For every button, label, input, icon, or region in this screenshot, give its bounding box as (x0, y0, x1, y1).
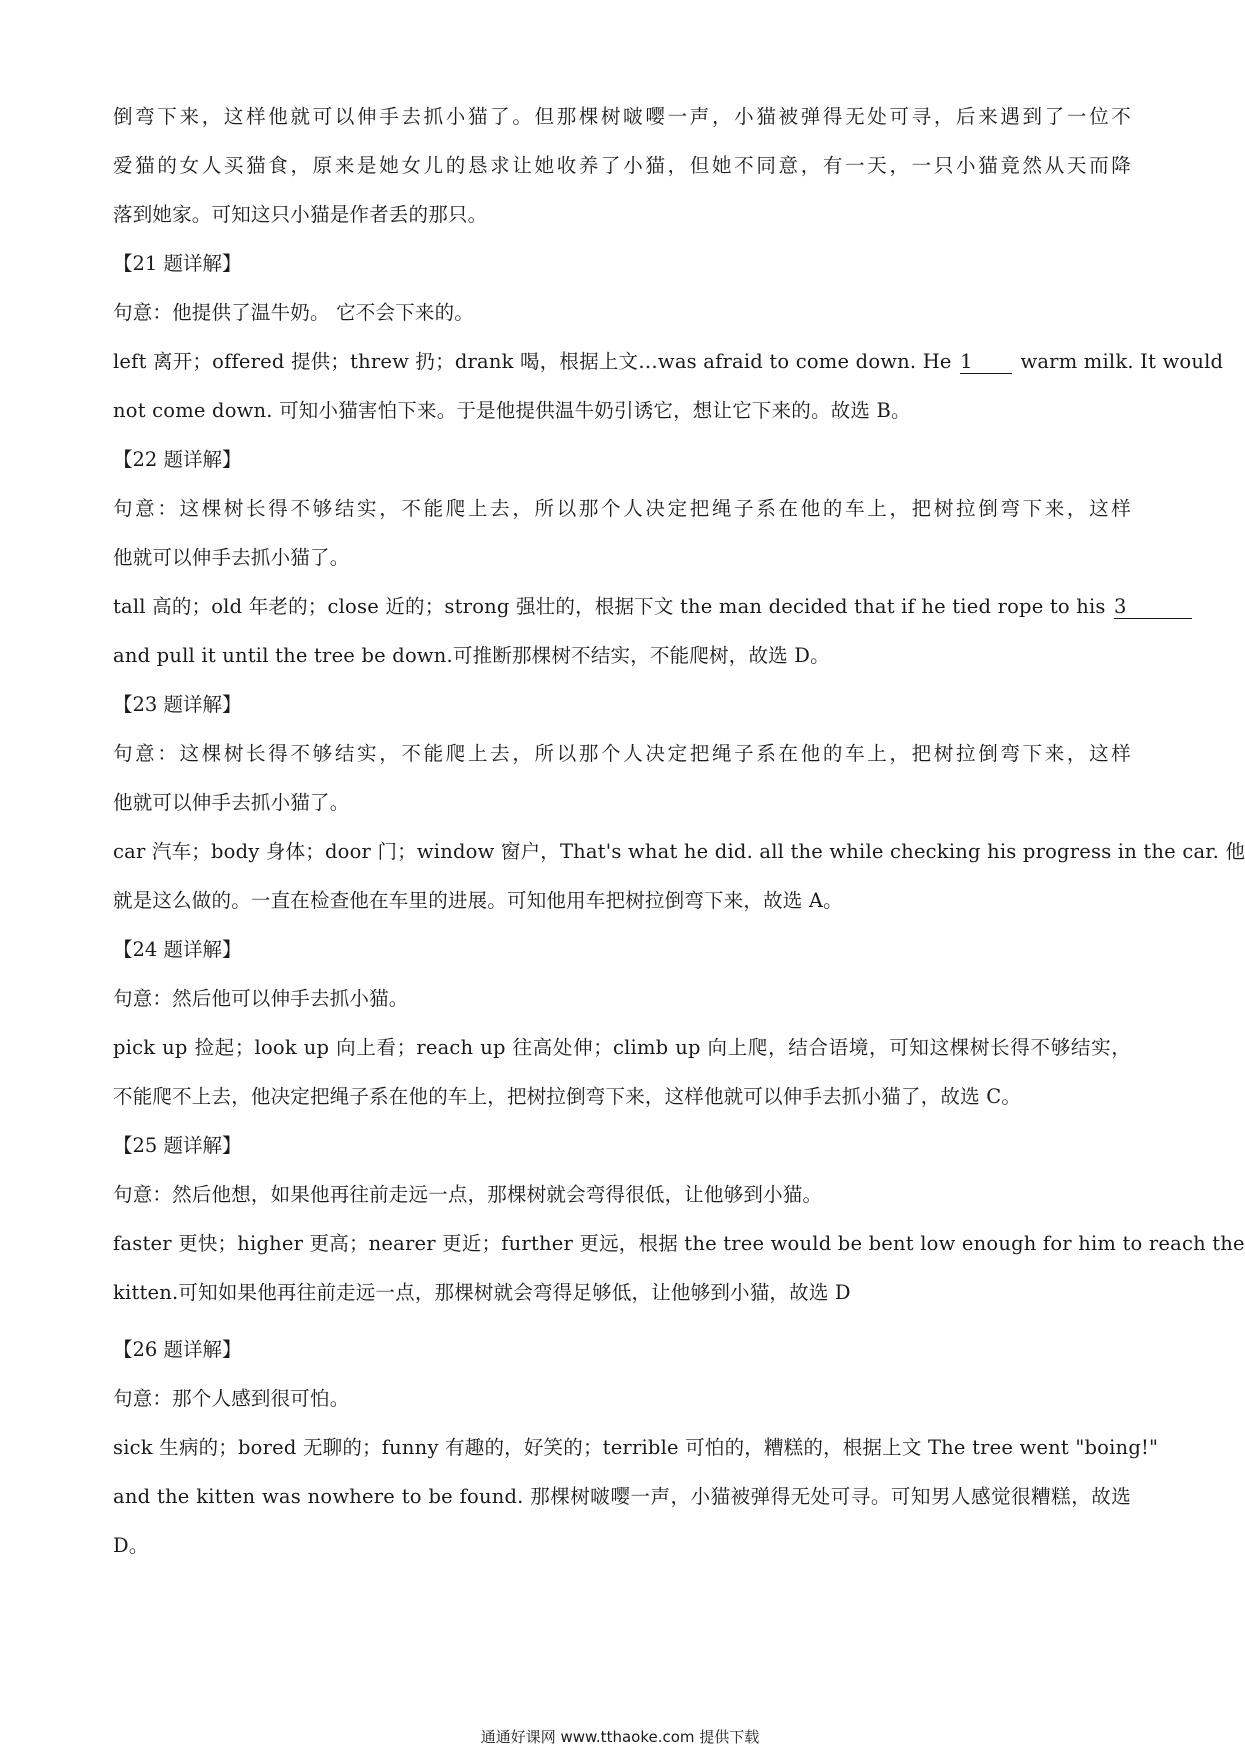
q23-line-1: car 汽车；body 身体；door 门；window 窗户，That's what he did. all the while checking his progress in the car. 他 (113, 840, 1245, 863)
q25-meaning: 句意：然后他想，如果他再往前走远一点，那棵树就会弯得很低，让他够到小猫。 (113, 1183, 823, 1206)
document-body (113, 92, 1245, 1570)
intro-line-2: 爱猫的女人买猫食，原来是她女儿的恳求让她收养了小猫，但她不同意，有一天，一只小猫竟然从天而降 (113, 154, 1131, 177)
q21-line-2: not come down. 可知小猫害怕下来。于是他提供温牛奶引诱它，想让它下来的。故选 B。 (113, 399, 911, 422)
q21-line-1 (113, 337, 1224, 386)
q24-line-2: 不能爬不上去，他决定把绳子系在他的车上，把树拉倒弯下来，这样他就可以伸手去抓小猫了，故选 C。 (113, 1085, 1022, 1108)
q21-blank: 1 (960, 351, 1012, 374)
q21-line-1-post: warm milk. It would (1020, 350, 1224, 373)
q26-line-3: D。 (113, 1534, 149, 1557)
q22-meaning-1: 句意：这棵树长得不够结实，不能爬上去，所以那个人决定把绳子系在他的车上，把树拉倒弯下来，这样 (113, 497, 1131, 520)
q22-line-1 (113, 582, 1131, 631)
q24-heading: 【24 题详解】 (113, 938, 242, 961)
q22-meaning-2: 他就可以伸手去抓小猫了。 (113, 546, 350, 569)
q21-heading: 【21 题详解】 (113, 252, 242, 275)
q22-blank: 3 (1114, 596, 1192, 619)
q26-heading: 【26 题详解】 (113, 1338, 242, 1361)
intro-line-1: 倒弯下来，这样他就可以伸手去抓小猫了。但那棵树啵嘤一声，小猫被弹得无处可寻，后来遇到了一位不 (113, 105, 1131, 128)
q25-line-1: faster 更快；higher 更高；nearer 更近；further 更远，根据 the tree would be bent low enough for him to reach the (113, 1232, 1245, 1255)
q23-line-2: 就是这么做的。一直在检查他在车里的进展。可知他用车把树拉倒弯下来，故选 A。 (113, 889, 843, 912)
q25-line-2: kitten.可知如果他再往前走远一点，那棵树就会弯得足够低，让他够到小猫，故选 D (113, 1281, 851, 1304)
q23-meaning-2: 他就可以伸手去抓小猫了。 (113, 791, 350, 814)
q23-heading: 【23 题详解】 (113, 693, 242, 716)
q22-heading: 【22 题详解】 (113, 448, 242, 471)
q26-meaning: 句意：那个人感到很可怕。 (113, 1387, 350, 1410)
q25-heading: 【25 题详解】 (113, 1134, 242, 1157)
q26-line-1: sick 生病的；bored 无聊的；funny 有趣的，好笑的；terrible 可怕的，糟糕的，根据上文 The tree went "boing!" (113, 1436, 1159, 1459)
q21-meaning: 句意：他提供了温牛奶。 它不会下来的。 (113, 301, 474, 324)
q24-meaning: 句意：然后他可以伸手去抓小猫。 (113, 987, 409, 1010)
q21-line-1-pre: left 离开；offered 提供；threw 扔；drank 喝，根据上文…was afraid to come down. He (113, 350, 952, 373)
page-footer: 通通好课网 www.tthaoke.com 提供下载 (480, 1728, 760, 1746)
q24-line-1: pick up 捡起；look up 向上看；reach up 往高处伸；climb up 向上爬，结合语境，可知这棵树长得不够结实， (113, 1036, 1131, 1059)
q22-line-1-pre: tall 高的；old 年老的；close 近的；strong 强壮的，根据下文 the man decided that if he tied rope to his (113, 595, 1106, 618)
q23-meaning-1: 句意：这棵树长得不够结实，不能爬上去，所以那个人决定把绳子系在他的车上，把树拉倒弯下来，这样 (113, 742, 1131, 765)
q26-line-2: and the kitten was nowhere to be found. 那棵树啵嘤一声，小猫被弹得无处可寻。可知男人感觉很糟糕，故选 (113, 1485, 1131, 1508)
intro-line-3: 落到她家。可知这只小猫是作者丢的那只。 (113, 203, 488, 226)
q22-line-2: and pull it until the tree be down.可推断那棵树不结实，不能爬树，故选 D。 (113, 644, 830, 667)
